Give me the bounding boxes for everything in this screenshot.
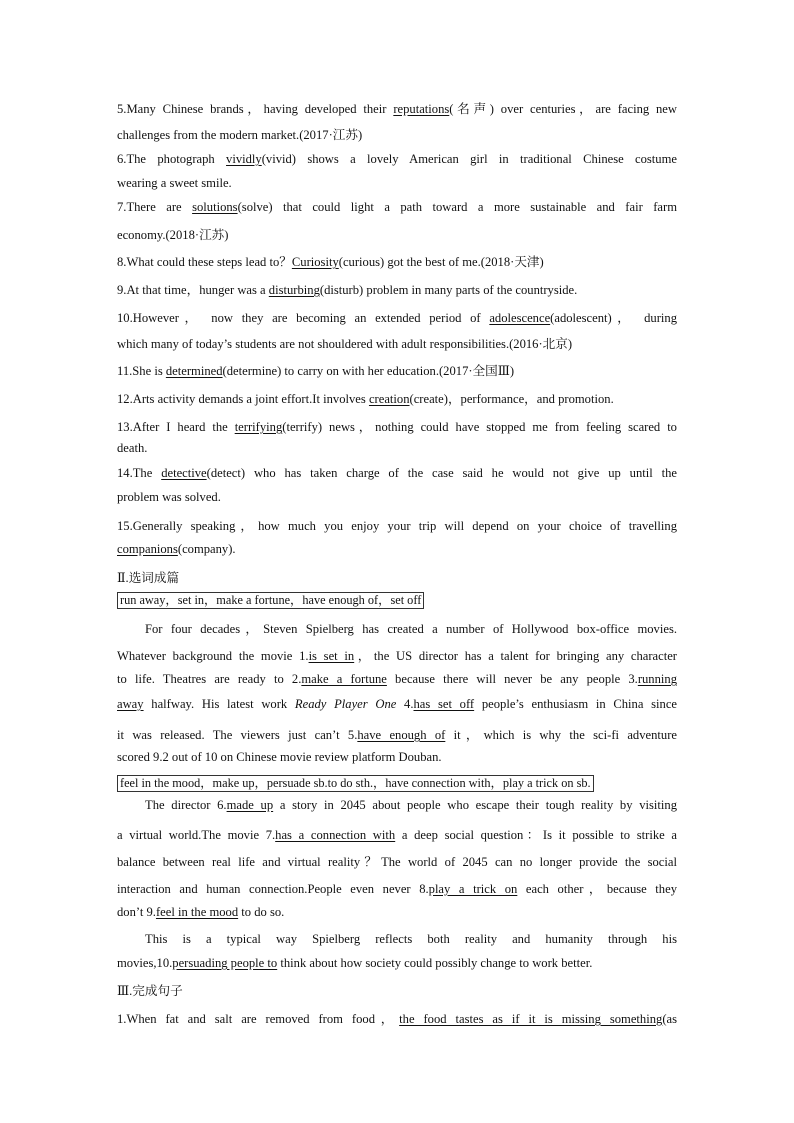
paragraph-text: a virtual world.The movie 7. (117, 828, 276, 842)
answer-blank: Curiosity (291, 255, 339, 269)
answer-blank: make a fortune (301, 672, 387, 686)
movie-title: Ready Player One (294, 697, 397, 711)
paragraph-text: to do so. (238, 905, 285, 919)
item-text: 6.The photograph (117, 152, 227, 166)
exercise-item-8 (117, 251, 544, 270)
item-text: 10.However， now they are becoming an extended period of (117, 311, 490, 325)
item-continuation: problem was solved. (117, 490, 221, 504)
paragraph-text: a deep social question：Is it possible to strike a (395, 828, 677, 842)
answer-blank: feel in the mood (155, 905, 239, 919)
exercise-item-13 (117, 416, 677, 435)
answer-blank: vividly (226, 152, 262, 166)
item-text: (disturb) problem in many parts of the countryside. (319, 283, 578, 297)
answer-blank: have enough of (357, 728, 446, 742)
answer-blank: play a trick on (428, 882, 518, 896)
exercise-item-11 (117, 360, 514, 379)
answer-blank: has set off (413, 697, 475, 711)
paragraph-line (117, 824, 677, 843)
exercise-item-5 (117, 98, 677, 117)
answer-blank: determined (165, 364, 223, 378)
item-text: 9.At that time，hunger was a (117, 283, 269, 297)
section-heading: Ⅲ.完成句子 (117, 984, 183, 998)
exercise-item-9 (117, 279, 577, 298)
paragraph-line: This is a typical way Spielberg reflects both reality and humanity through his (145, 932, 677, 946)
paragraph-text: people’s enthusiasm in China since (474, 697, 678, 711)
paragraph-text: The director 6. (145, 798, 227, 812)
item-text: 8.What could these steps lead to？ (117, 255, 292, 269)
answer-blank: companions (117, 542, 178, 556)
item-text: (terrify) news，nothing could have stopped me from feeling scared to (282, 420, 677, 434)
paragraph-text: each other，because they (517, 882, 677, 896)
item-continuation: challenges from the modern market.(2017·江苏) (117, 128, 363, 142)
paragraph-text: interaction and human connection.People even never 8. (117, 882, 429, 896)
paragraph-line (117, 724, 677, 743)
paragraph-text: a story in 2045 about people who escape their tough reality by visiting (273, 798, 678, 812)
item-text: 5.Many Chinese brands，having developed their (117, 102, 394, 116)
item-text: 11.She is (117, 364, 166, 378)
answer-blank: reputations (393, 102, 450, 116)
exercise-item-12 (117, 388, 614, 407)
item-text: 12.Arts activity demands a joint effort.It involves (117, 392, 369, 406)
sentence-item-1 (117, 1008, 677, 1027)
paragraph-text: think about how society could possibly change to work better. (277, 956, 593, 970)
paragraph-line (117, 798, 677, 813)
item-continuation: which many of today’s students are not shouldered with adult responsibilities.(2016·北京) (117, 337, 573, 351)
paragraph-line: For four decades，Steven Spielberg has created a number of Hollywood box-office movies. (145, 622, 677, 636)
paragraph-line: scored 9.2 out of 10 on Chinese movie review platform Douban. (117, 750, 442, 764)
paragraph-text: it，which is why the sci-fi adventure (445, 728, 677, 742)
paragraph-text: because there will never be any people 3. (386, 672, 638, 686)
item-text: 7.There are (117, 200, 193, 214)
item-text: (vivid) shows a lovely American girl in traditional Chinese costume (261, 152, 677, 166)
word-bank-box: feel in the mood，make up，persuade sb.to do sth.，have connection with，play a trick on sb. (117, 775, 594, 792)
exercise-item-7 (117, 200, 677, 215)
item-text: (solve) that could light a path toward a more sustainable and fair farm (237, 200, 678, 214)
answer-blank: creation (368, 392, 410, 406)
answer-blank: disturbing (268, 283, 320, 297)
item-text: (名声) over centuries，are facing new (449, 102, 677, 116)
item-text: 13.After I heard the (117, 420, 235, 434)
answer-blank: running (637, 672, 677, 686)
exercise-item-15 (117, 515, 677, 534)
paragraph-text: it was released. The viewers just can’t 5. (117, 728, 358, 742)
item-text: 14.The (117, 466, 162, 480)
answer-blank: persuading people to (172, 956, 278, 970)
answer-blank: made up (226, 798, 274, 812)
paragraph-line (117, 645, 677, 664)
paragraph-line (117, 697, 677, 712)
item-continuation: death. (117, 441, 148, 455)
paragraph-line (117, 905, 284, 920)
paragraph-text: don’t 9. (117, 905, 156, 919)
item-text: (curious) got the best of me.(2018·天津) (338, 255, 544, 269)
answer-blank: away (117, 697, 144, 711)
item-text: (adolescent)， during (550, 311, 677, 325)
answer-blank: solutions (192, 200, 238, 214)
item-continuation: wearing a sweet smile. (117, 176, 232, 190)
exercise-item-6 (117, 152, 677, 167)
paragraph-line (117, 878, 677, 897)
paragraph-text: movies,10. (117, 956, 173, 970)
word-bank-box: run away，set in，make a fortune，have enough of，set off (117, 592, 424, 609)
sentence-text: (as (662, 1012, 677, 1026)
item-continuation: economy.(2018·江苏) (117, 228, 229, 242)
paragraph-text: 4. (396, 697, 414, 711)
paragraph-line: balance between real life and virtual reality？The world of 2045 can no longer provide the social (117, 855, 677, 869)
answer-blank: detective (161, 466, 207, 480)
item-text: (determine) to carry on with her education.(2017·全国Ⅲ) (222, 364, 515, 378)
answer-blank: has a connection with (275, 828, 396, 842)
paragraph-line (117, 672, 677, 687)
answer-blank: adolescence (489, 311, 551, 325)
section-heading: Ⅱ.选词成篇 (117, 571, 180, 585)
answer-blank: the food tastes as if it is missing something (399, 1012, 663, 1026)
paragraph-text: ，the US director has a talent for bringing any character (354, 649, 678, 663)
item-text: (detect) who has taken charge of the case said he would not give up until the (206, 466, 677, 480)
answer-blank: is set in (308, 649, 355, 663)
answer-blank: terrifying (234, 420, 283, 434)
item-text: (company). (177, 542, 236, 556)
item-text: (create)，performance，and promotion. (409, 392, 614, 406)
exercise-item-10 (117, 307, 677, 326)
item-continuation (117, 542, 236, 557)
paragraph-text: to life. Theatres are ready to 2. (117, 672, 302, 686)
sentence-text: 1.When fat and salt are removed from food， (117, 1012, 400, 1026)
paragraph-text: Whatever background the movie 1. (117, 649, 309, 663)
paragraph-text: halfway. His latest work (143, 697, 295, 711)
item-text: 15.Generally speaking，how much you enjoy your trip will depend on your choice of travelling (117, 519, 677, 533)
paragraph-line (117, 956, 592, 971)
exercise-item-14 (117, 466, 677, 481)
